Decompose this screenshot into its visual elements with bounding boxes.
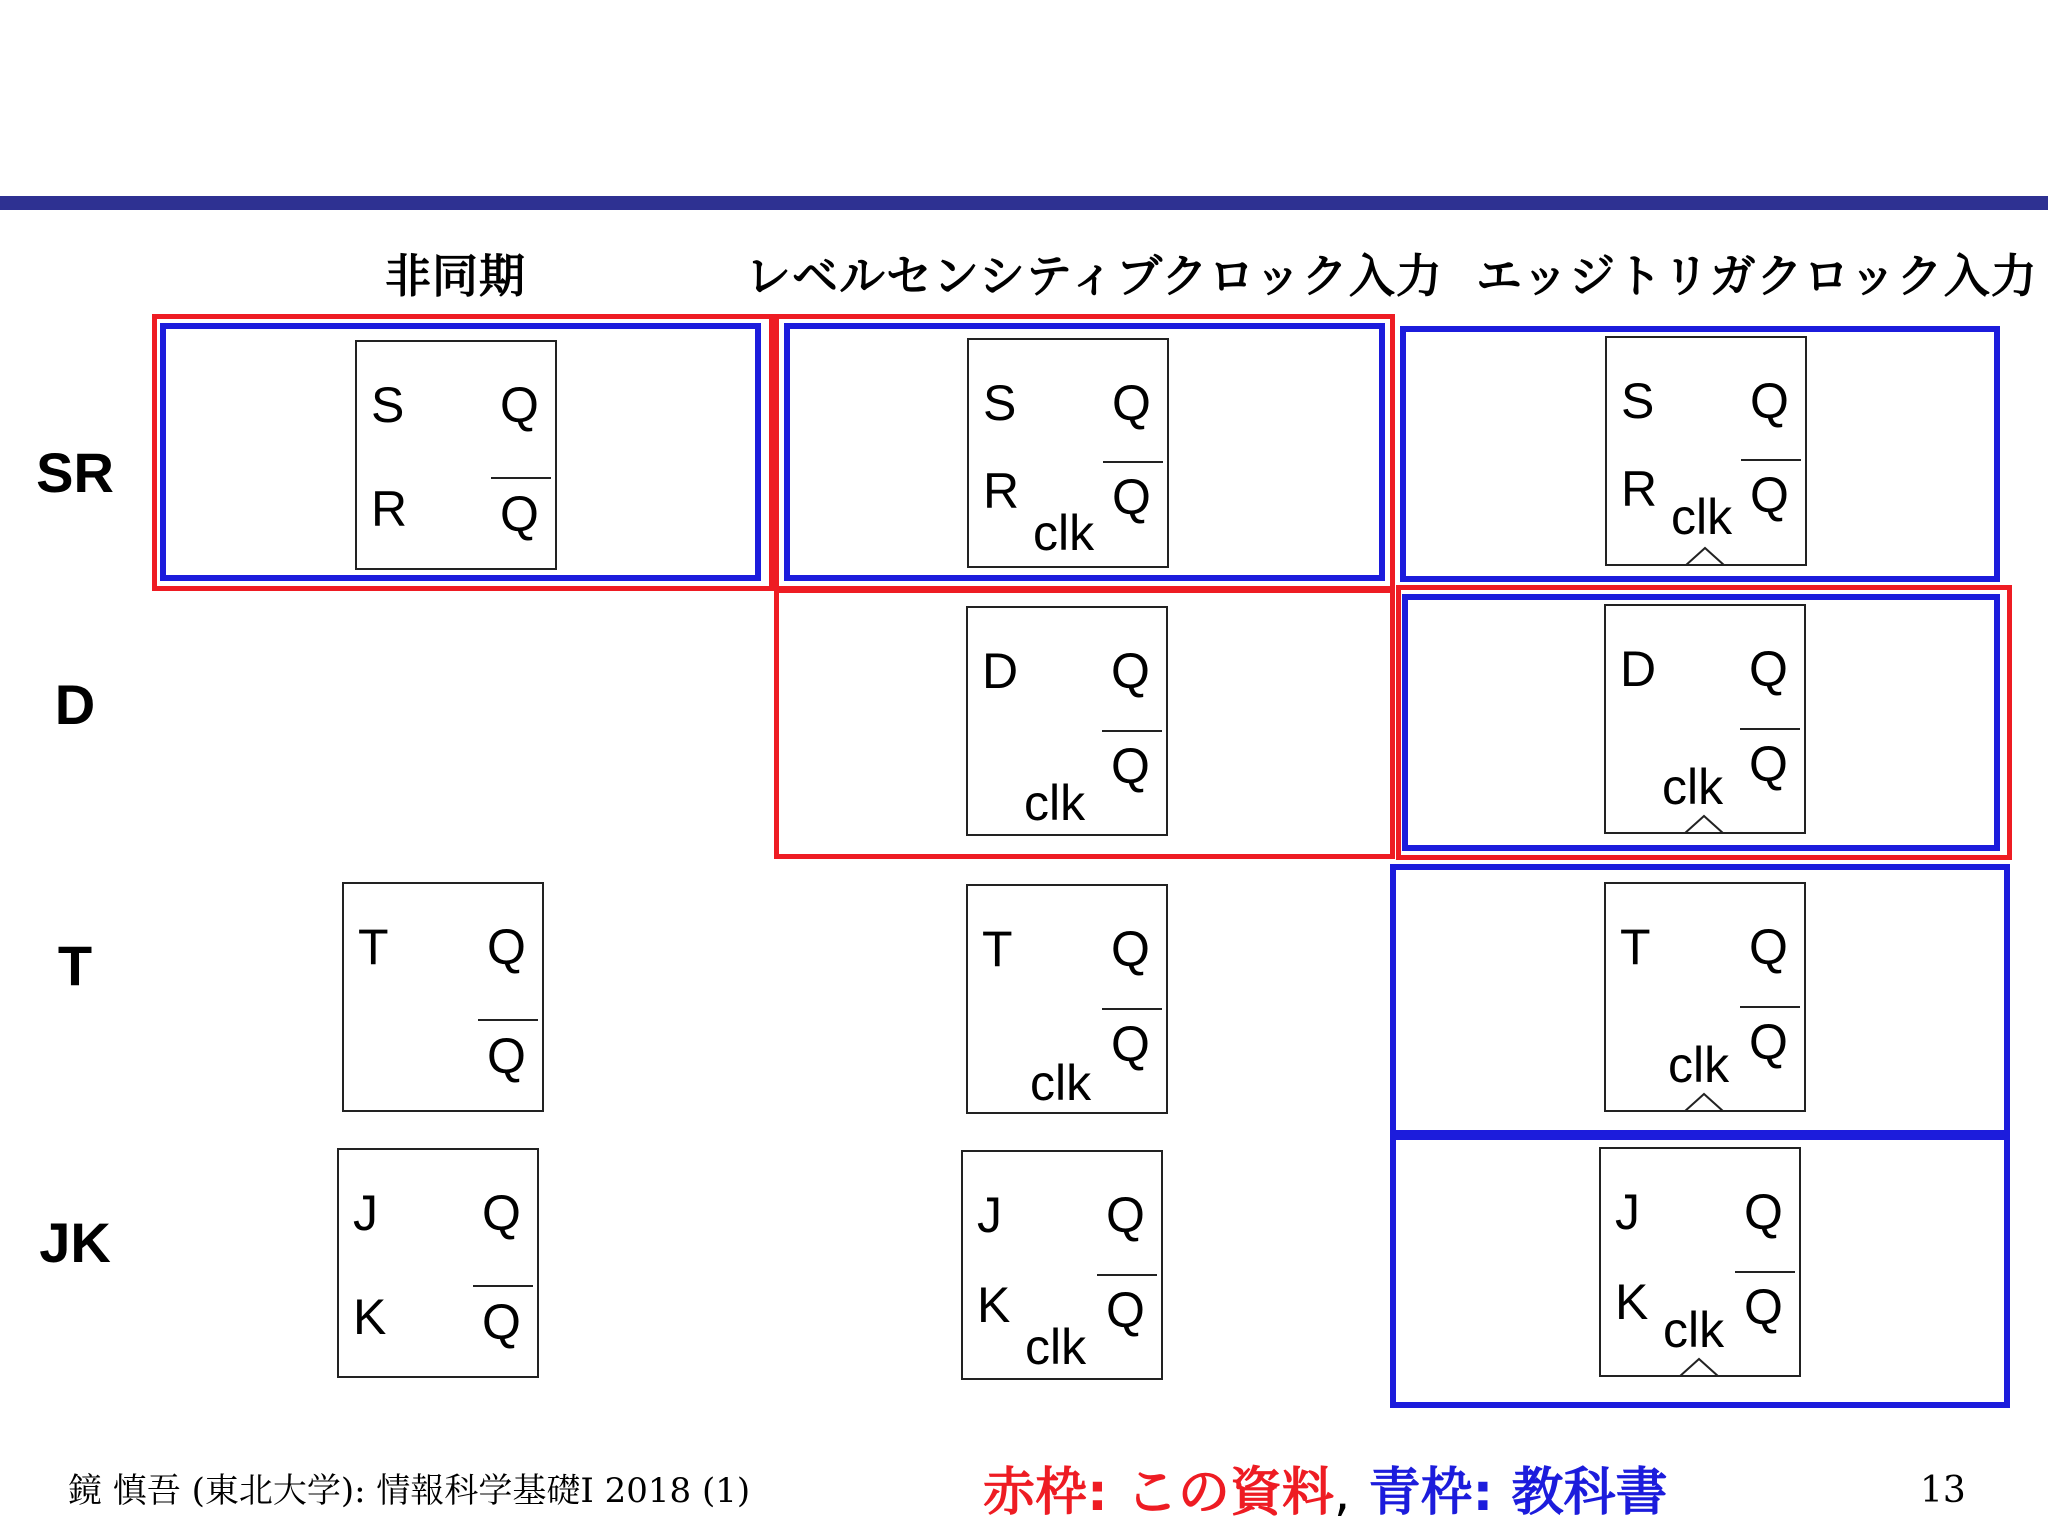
pin-j: J <box>977 1187 1002 1243</box>
legend-separator: , <box>1333 1463 1351 1523</box>
pin-clk: clk <box>1033 505 1095 561</box>
pin-q-bar: Q <box>1750 467 1789 523</box>
pin-clk: clk <box>1030 1055 1092 1111</box>
pin-k: K <box>977 1277 1011 1333</box>
edge-trigger-icon <box>1685 546 1725 566</box>
q-overbar <box>1740 728 1800 730</box>
q-overbar <box>491 477 551 479</box>
pin-q: Q <box>1749 919 1788 975</box>
legend-blue: 青枠: 教科書 <box>1368 1463 1668 1523</box>
pin-j: J <box>1615 1184 1640 1240</box>
pin-clk: clk <box>1671 489 1733 545</box>
frame-legend <box>983 1450 1667 1525</box>
pin-s: S <box>1621 373 1655 429</box>
column-header-level-sensitive: レベルセンシティブクロック入力 <box>745 249 1443 303</box>
pin-q: Q <box>1111 921 1150 977</box>
pin-q: Q <box>1744 1184 1783 1240</box>
sr-latch-level <box>967 338 1169 568</box>
pin-q-bar: Q <box>1749 736 1788 792</box>
title-bar <box>0 196 2048 210</box>
pin-q-bar: Q <box>1111 738 1150 794</box>
pin-clk: clk <box>1025 1319 1087 1375</box>
pin-q: Q <box>1106 1187 1145 1243</box>
d-flipflop-edge <box>1604 604 1806 834</box>
pin-s: S <box>371 377 405 433</box>
pin-r: R <box>983 463 1020 519</box>
t-latch-async <box>342 882 544 1112</box>
pin-d: D <box>982 643 1019 699</box>
column-header-async: 非同期 <box>385 249 526 303</box>
pin-q-bar: Q <box>482 1294 521 1350</box>
jk-latch-level <box>961 1150 1163 1380</box>
pin-q-bar: Q <box>1106 1282 1145 1338</box>
footer-credit: 鏡 慎吾 (東北大学): 情報科学基礎I 2018 (1) <box>68 1471 751 1511</box>
q-overbar <box>1102 730 1162 732</box>
q-overbar <box>1103 461 1163 463</box>
pin-q-bar: Q <box>487 1028 526 1084</box>
q-overbar <box>473 1285 533 1287</box>
pin-q: Q <box>1112 375 1151 431</box>
q-overbar <box>478 1019 538 1021</box>
pin-q-bar: Q <box>500 486 539 542</box>
pin-r: R <box>371 481 408 537</box>
q-overbar <box>1741 459 1801 461</box>
edge-trigger-icon <box>1684 1092 1724 1112</box>
pin-q: Q <box>1749 641 1788 697</box>
q-overbar <box>1740 1006 1800 1008</box>
pin-t: T <box>358 919 389 975</box>
pin-q-bar: Q <box>1112 469 1151 525</box>
pin-q: Q <box>1750 373 1789 429</box>
pin-s: S <box>983 375 1017 431</box>
row-label-sr: SR <box>36 441 114 504</box>
pin-clk: clk <box>1663 1302 1725 1358</box>
pin-q-bar: Q <box>1749 1014 1788 1070</box>
jk-flipflop-edge <box>1599 1147 1801 1377</box>
pin-q: Q <box>487 919 526 975</box>
pin-k: K <box>353 1289 387 1345</box>
q-overbar <box>1102 1008 1162 1010</box>
legend-red: 赤枠: この資料 <box>983 1463 1334 1523</box>
d-latch-level <box>966 606 1168 836</box>
pin-q-bar: Q <box>1111 1016 1150 1072</box>
pin-clk: clk <box>1024 775 1086 831</box>
pin-q: Q <box>482 1185 521 1241</box>
row-label-d: D <box>54 673 96 736</box>
page-number: 13 <box>1920 1470 1966 1511</box>
pin-q: Q <box>1111 643 1150 699</box>
pin-t: T <box>1620 919 1651 975</box>
pin-clk: clk <box>1662 759 1724 815</box>
column-header-edge-triggered: エッジトリガクロック入力 <box>1476 249 2038 303</box>
q-overbar <box>1097 1274 1157 1276</box>
edge-trigger-icon <box>1679 1357 1719 1377</box>
edge-trigger-icon <box>1684 814 1724 834</box>
sr-flipflop-edge <box>1605 336 1807 566</box>
pin-q: Q <box>500 377 539 433</box>
jk-latch-async <box>337 1148 539 1378</box>
sr-latch-async <box>355 340 557 570</box>
t-flipflop-edge <box>1604 882 1806 1112</box>
row-label-jk: JK <box>39 1211 111 1274</box>
row-label-t: T <box>57 934 93 997</box>
pin-k: K <box>1615 1274 1649 1330</box>
pin-q-bar: Q <box>1744 1279 1783 1335</box>
pin-j: J <box>353 1185 378 1241</box>
pin-d: D <box>1620 641 1657 697</box>
pin-clk: clk <box>1668 1037 1730 1093</box>
t-latch-level <box>966 884 1168 1114</box>
pin-r: R <box>1621 461 1658 517</box>
q-overbar <box>1735 1271 1795 1273</box>
pin-t: T <box>982 921 1013 977</box>
